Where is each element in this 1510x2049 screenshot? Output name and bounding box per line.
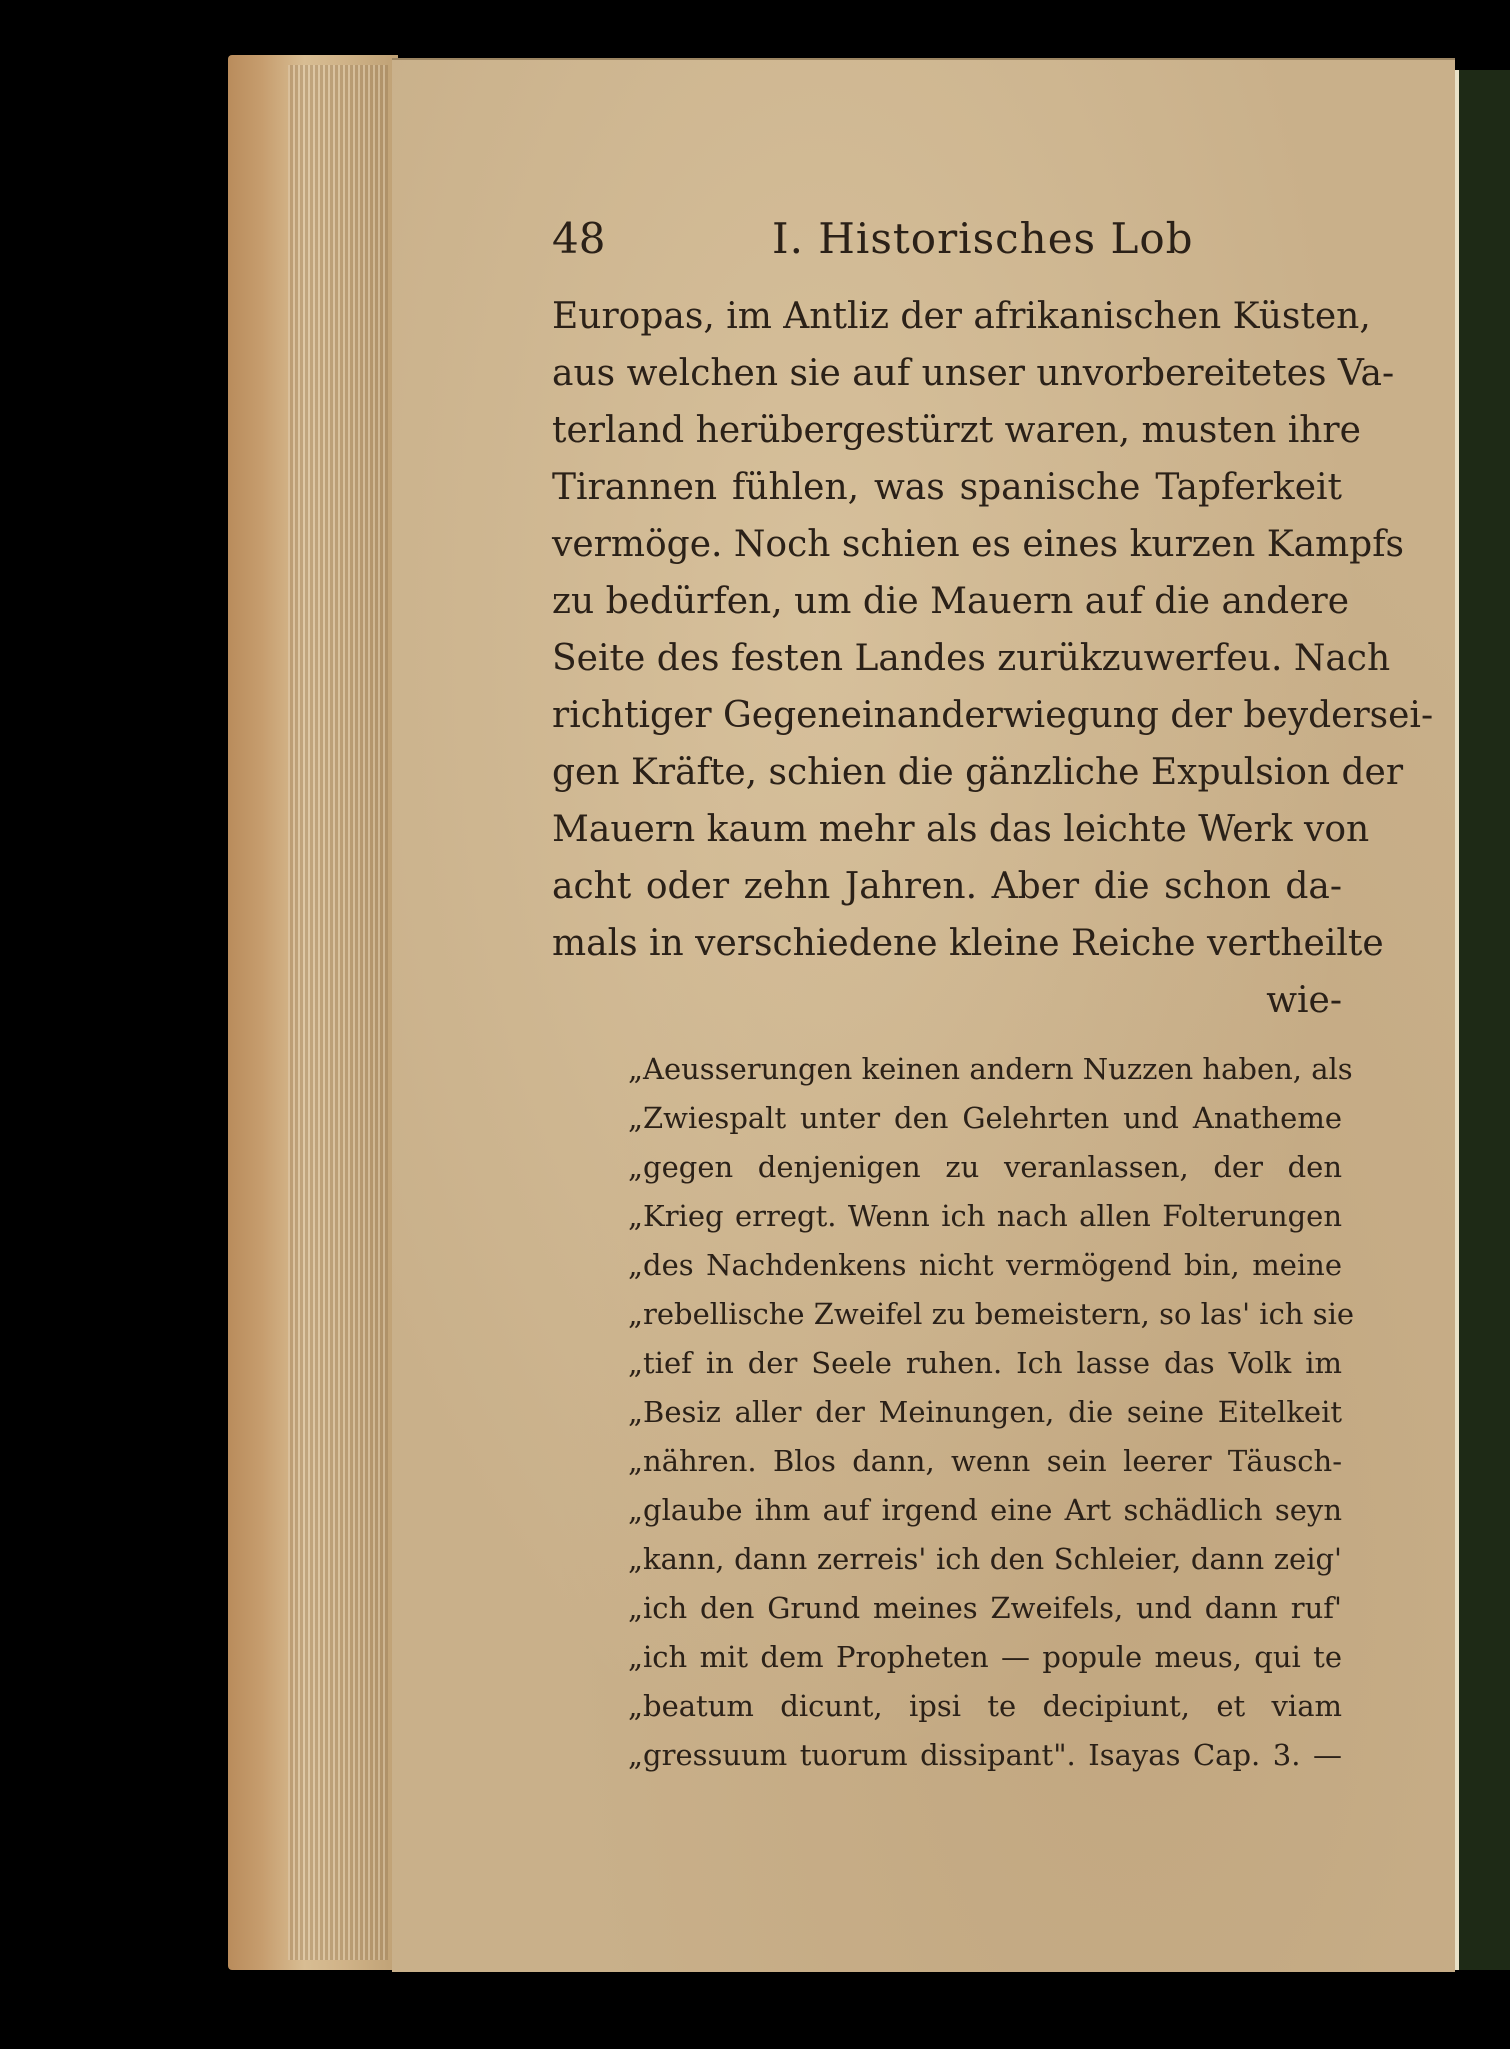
- footnote-line: „ich den Grund meines Zweifels, und dann ruf': [628, 1591, 1342, 1625]
- text-line: Mauern kaum mehr als das leichte Werk von: [552, 809, 1370, 850]
- footnote-line: „Zwiespalt unter den Gelehrten und Anatheme: [628, 1101, 1342, 1135]
- text-line: vermöge. Noch schien es eines kurzen Kampfs: [552, 524, 1405, 565]
- page-number: 48: [552, 214, 606, 263]
- footnote-line: „gressuum tuorum dissipant". Isayas Cap. 3. —: [628, 1738, 1342, 1772]
- footnote-line: „Krieg erregt. Wenn ich nach allen Folterungen: [628, 1199, 1342, 1233]
- page-header: [552, 204, 1342, 274]
- footnote-line: „des Nachdenkens nicht vermögend bin, meine: [628, 1248, 1342, 1282]
- text-line: Tirannen fühlen, was spanische Tapferkeit: [552, 467, 1342, 508]
- footnote-line: „tief in der Seele ruhen. Ich lasse das Volk im: [628, 1346, 1342, 1380]
- footnote-line: „Besiz aller der Meinungen, die seine Eitelkeit: [628, 1395, 1342, 1429]
- text-line: Seite des festen Landes zurükzuwerfeu. Nach: [552, 638, 1391, 679]
- footnote-line: „glaube ihm auf irgend eine Art schädlich seyn: [628, 1493, 1342, 1527]
- footnote-line: „rebellische Zweifel zu bemeistern, so las' ich sie: [628, 1297, 1355, 1331]
- book-page-edges: [228, 55, 398, 1970]
- main-text: [552, 288, 1434, 1029]
- text-line: richtiger Gegeneinanderwiegung der beydersei-: [552, 695, 1434, 736]
- text-line: Europas, im Antliz der afrikanischen Küsten,: [552, 296, 1371, 337]
- running-head: I. Historisches Lob: [772, 214, 1194, 263]
- footnote-line: „kann, dann zerreis' ich den Schleier, dann zeig': [628, 1542, 1342, 1576]
- catchword: wie-: [1266, 980, 1342, 1021]
- page-right-margin: [1455, 70, 1510, 1970]
- footnote-text: [628, 1045, 1355, 1780]
- footnote-line: „Aeusserungen keinen andern Nuzzen haben, als: [628, 1052, 1353, 1086]
- text-line: acht oder zehn Jahren. Aber die schon da-: [552, 866, 1342, 907]
- page-content: [552, 204, 1434, 1780]
- text-line: zu bedürfen, um die Mauern auf die andere: [552, 581, 1350, 622]
- text-line: terland herübergestürzt waren, musten ihre: [552, 410, 1361, 451]
- text-line: mals in verschiedene kleine Reiche vertheilte: [552, 923, 1384, 964]
- footnote-line: „ich mit dem Propheten — popule meus, qui te: [628, 1640, 1342, 1674]
- footnote-line: „gegen denjenigen zu veranlassen, der den: [628, 1150, 1342, 1184]
- footnote-line: „nähren. Blos dann, wenn sein leerer Täusch-: [628, 1444, 1342, 1478]
- text-line: aus welchen sie auf unser unvorbereitetes Va-: [552, 353, 1395, 394]
- footnote-line: „beatum dicunt, ipsi te decipiunt, et viam: [628, 1689, 1342, 1723]
- text-line: gen Kräfte, schien die gänzliche Expulsion der: [552, 752, 1404, 793]
